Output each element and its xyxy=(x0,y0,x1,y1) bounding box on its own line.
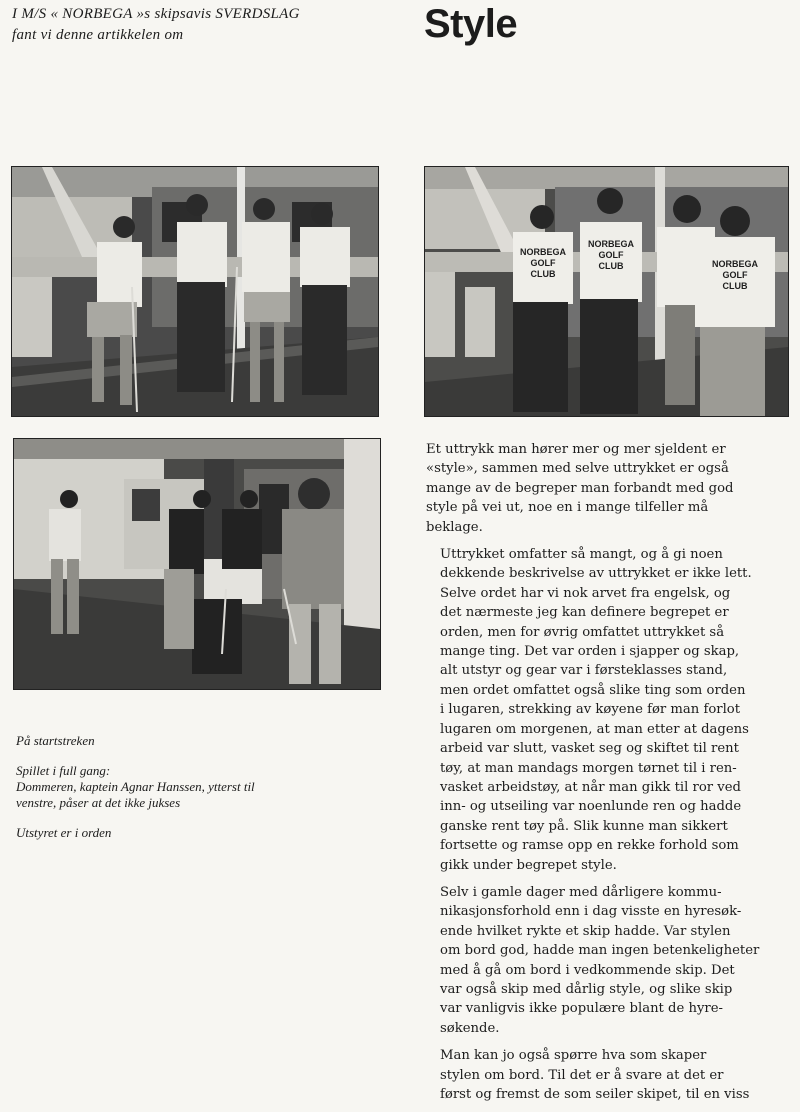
text-line: beklage. xyxy=(426,519,483,535)
caption-line: venstre, påser at det ikke jukses xyxy=(16,795,181,810)
text-line: gikk under begrepet style. xyxy=(440,857,617,873)
shirt-print: CLUB xyxy=(598,261,624,271)
article-title: Style xyxy=(424,2,518,46)
text-line: det nærmeste jeg kan definere begrepet er xyxy=(440,605,729,621)
text-line: nikasjonsforhold enn i dag visste en hyresøk- xyxy=(440,904,742,920)
text-line: dekkende beskrivelse av uttrykket er ikke lett. xyxy=(440,566,752,582)
text-line: var vanligvis ikke populære blant de hyre- xyxy=(440,1001,723,1017)
text-line: søkende. xyxy=(440,1020,500,1036)
text-line: med å gå om bord i vedkommende skip. Det xyxy=(440,962,735,978)
text-line: orden, men for øvrig omfattet uttrykket så xyxy=(440,624,725,640)
text-line: style på vei ut, noe en i mange tilfeller må xyxy=(426,500,709,516)
caption-line: Utstyret er i orden xyxy=(16,825,112,840)
shirt-print: NORBEGA xyxy=(519,247,567,257)
text-line: alt utstyr og gear var i førsteklasses stand, xyxy=(440,663,728,679)
text-line: mange ting. Det var orden i sjapper og skap, xyxy=(440,644,740,660)
photo-game-in-progress xyxy=(424,166,789,417)
text-line: om bord god, hadde man ingen betenkeligheter xyxy=(440,943,760,959)
caption-line: På startstreken xyxy=(16,733,95,748)
text-line: men ordet omfattet også slike ting som orden xyxy=(440,682,746,698)
text-line: vasket arbeidstøy, at når man gikk til ror ved xyxy=(440,779,741,795)
shirt-print: GOLF xyxy=(722,270,748,280)
text-line: Selv i gamle dager med dårligere kommu- xyxy=(440,884,722,900)
shirt-print: CLUB xyxy=(530,269,556,279)
intro-line: fant vi denne artikkelen om xyxy=(12,27,184,43)
article-body xyxy=(426,440,792,1112)
article-paragraph xyxy=(426,545,792,875)
shirt-print: NORBEGA xyxy=(587,239,635,249)
article-paragraph xyxy=(426,440,792,537)
shirt-print: GOLF xyxy=(598,250,624,260)
text-line: ende hvilket rykte et skip hadde. Var stylen xyxy=(440,923,731,939)
text-line: «style», sammen med selve uttrykket er også xyxy=(426,461,729,477)
text-line: inn- og utseiling var noenlunde ren og hadde xyxy=(440,799,742,815)
text-line: ganske rent tøy på. Slik kunne man sikkert xyxy=(440,818,728,834)
shirt-print: CLUB xyxy=(722,281,748,291)
article-paragraph xyxy=(426,1046,792,1104)
intro-text xyxy=(12,4,402,46)
caption xyxy=(16,733,386,749)
text-line: fortsette og ramse opp en rekke forhold som xyxy=(440,838,739,854)
text-line: arbeid var slutt, vasket seg og skiftet til rent xyxy=(440,741,739,757)
text-line: tøy, at man mandags morgen tørnet til i ren- xyxy=(440,760,737,776)
text-line: Uttrykket omfatter så mangt, og å gi noen xyxy=(440,547,723,563)
text-line: Man kan jo også spørre hva som skaper xyxy=(440,1048,707,1064)
intro-line: I M/S « NORBEGA »s skipsavis SVERDSLAG xyxy=(12,6,300,22)
text-line: i lugaren, strekking av køyene før man forlot xyxy=(440,702,741,718)
text-line: Et uttrykk man hører mer og mer sjeldent er xyxy=(426,442,726,457)
article-paragraph xyxy=(426,883,792,1038)
text-line: lugaren om morgenen, at man etter at dagens xyxy=(440,721,749,737)
text-line: var også skip med dårlig style, og slike skip xyxy=(440,981,733,997)
photo-equipment-in-order xyxy=(13,438,381,690)
text-line: Selve ordet har vi nok arvet fra engelsk, og xyxy=(440,585,731,601)
photo-captions xyxy=(16,733,386,855)
text-line: først og fremst de som seiler skipet, til en viss xyxy=(440,1087,750,1102)
caption xyxy=(16,763,386,811)
text-line: stylen om bord. Til det er å svare at det er xyxy=(440,1067,724,1083)
shirt-print: GOLF xyxy=(530,258,556,268)
photo-start-line xyxy=(11,166,379,417)
caption-line: Spillet i full gang: xyxy=(16,763,111,778)
caption-line: Dommeren, kaptein Agnar Hanssen, ytterst til xyxy=(16,779,255,794)
caption xyxy=(16,825,386,841)
shirt-print: NORBEGA xyxy=(711,259,759,269)
text-line: mange av de begreper man forbandt med god xyxy=(426,480,734,496)
